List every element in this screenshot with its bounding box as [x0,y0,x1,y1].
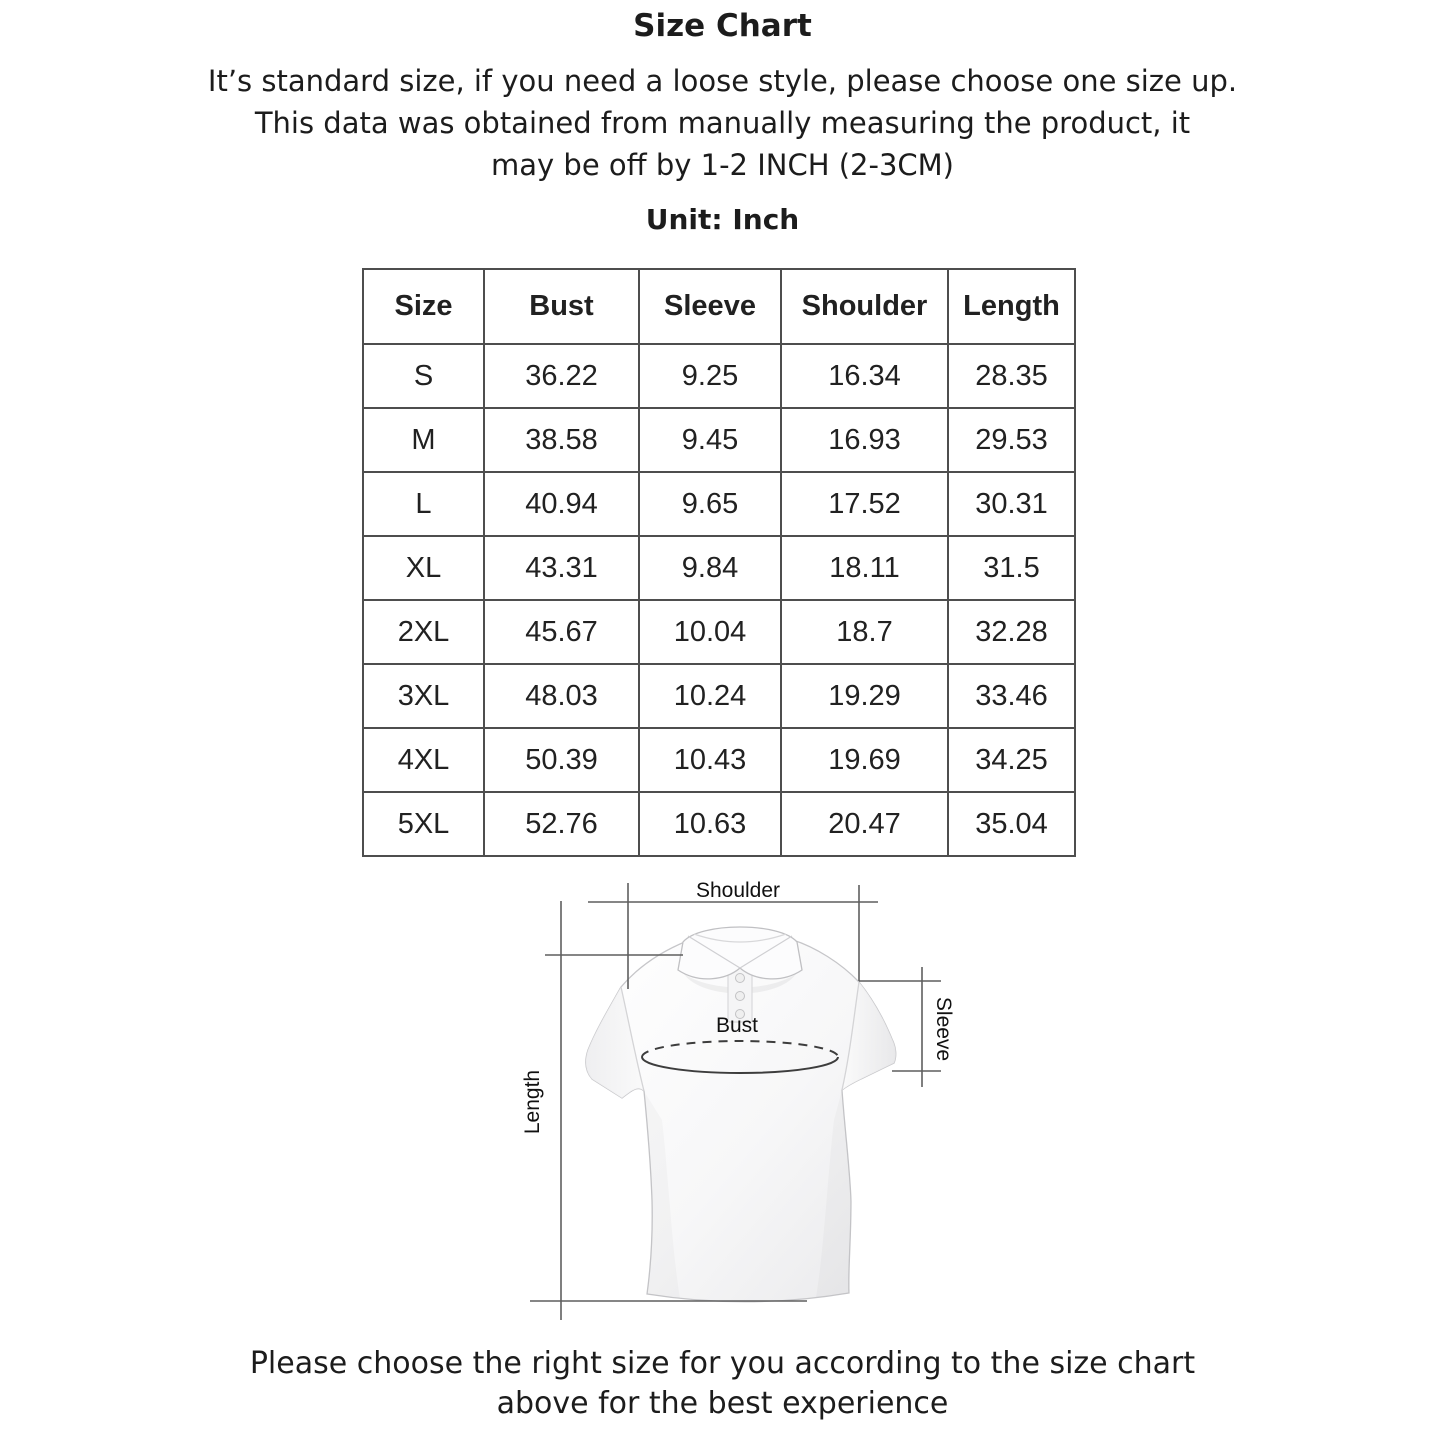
cell-bust: 50.39 [484,728,639,792]
cell-length: 31.5 [948,536,1075,600]
cell-size: L [363,472,484,536]
cell-sleeve: 10.63 [639,792,781,856]
cell-sleeve: 9.25 [639,344,781,408]
cell-bust: 38.58 [484,408,639,472]
length-dimension-label: Length [521,1069,544,1135]
cell-size: M [363,408,484,472]
cell-size: 3XL [363,664,484,728]
size-note [0,60,1445,186]
footer-note [0,1344,1445,1424]
cell-sleeve: 10.43 [639,728,781,792]
footer-note-line: Please choose the right size for you according to the size chart [249,1346,1196,1381]
size-table-grid [362,268,1076,857]
footer-note-line: above for the best experience [496,1386,949,1421]
cell-size: 5XL [363,792,484,856]
cell-sleeve: 9.84 [639,536,781,600]
cell-size: XL [363,536,484,600]
cell-bust: 40.94 [484,472,639,536]
cell-bust: 52.76 [484,792,639,856]
size-table [362,268,1076,857]
unit-label: Unit: Inch [645,203,800,236]
table-header-row [363,269,1075,344]
cell-shoulder: 19.29 [781,664,948,728]
cell-shoulder: 16.34 [781,344,948,408]
cell-shoulder: 18.11 [781,536,948,600]
polo-shirt [586,927,896,1302]
table-row [363,664,1075,728]
cell-sleeve: 10.04 [639,600,781,664]
cell-length: 29.53 [948,408,1075,472]
size-note-line: It’s standard size, if you need a loose style, please choose one size up. [207,64,1238,98]
col-header-sleeve: Sleeve [639,269,781,344]
table-row [363,472,1075,536]
cell-size: 2XL [363,600,484,664]
cell-shoulder: 19.69 [781,728,948,792]
col-header-shoulder: Shoulder [781,269,948,344]
table-row [363,792,1075,856]
col-header-bust: Bust [484,269,639,344]
table-row [363,408,1075,472]
cell-bust: 45.67 [484,600,639,664]
cell-size: 4XL [363,728,484,792]
button [736,974,745,983]
bust-dimension-label: Bust [715,1014,759,1037]
cell-shoulder: 18.7 [781,600,948,664]
cell-bust: 43.31 [484,536,639,600]
cell-length: 30.31 [948,472,1075,536]
cell-length: 35.04 [948,792,1075,856]
cell-bust: 36.22 [484,344,639,408]
cell-length: 34.25 [948,728,1075,792]
cell-shoulder: 20.47 [781,792,948,856]
cell-bust: 48.03 [484,664,639,728]
cell-size: S [363,344,484,408]
table-row [363,600,1075,664]
table-row [363,728,1075,792]
cell-sleeve: 10.24 [639,664,781,728]
measurement-diagram [500,870,970,1335]
shoulder-dimension-label: Shoulder [695,879,781,902]
cell-length: 28.35 [948,344,1075,408]
cell-shoulder: 16.93 [781,408,948,472]
page-title: Size Chart [633,8,812,44]
cell-sleeve: 9.45 [639,408,781,472]
button [736,992,745,1001]
cell-sleeve: 9.65 [639,472,781,536]
cell-length: 32.28 [948,600,1075,664]
col-header-length: Length [948,269,1075,344]
sleeve-dimension-label: Sleeve [932,996,955,1062]
size-note-line: This data was obtained from manually measuring the product, it [254,106,1191,140]
size-note-line: may be off by 1-2 INCH (2-3CM) [491,148,954,182]
cell-shoulder: 17.52 [781,472,948,536]
cell-length: 33.46 [948,664,1075,728]
col-header-size: Size [363,269,484,344]
table-row [363,536,1075,600]
table-row [363,344,1075,408]
polo-shirt-measurement-illustration [500,870,970,1335]
